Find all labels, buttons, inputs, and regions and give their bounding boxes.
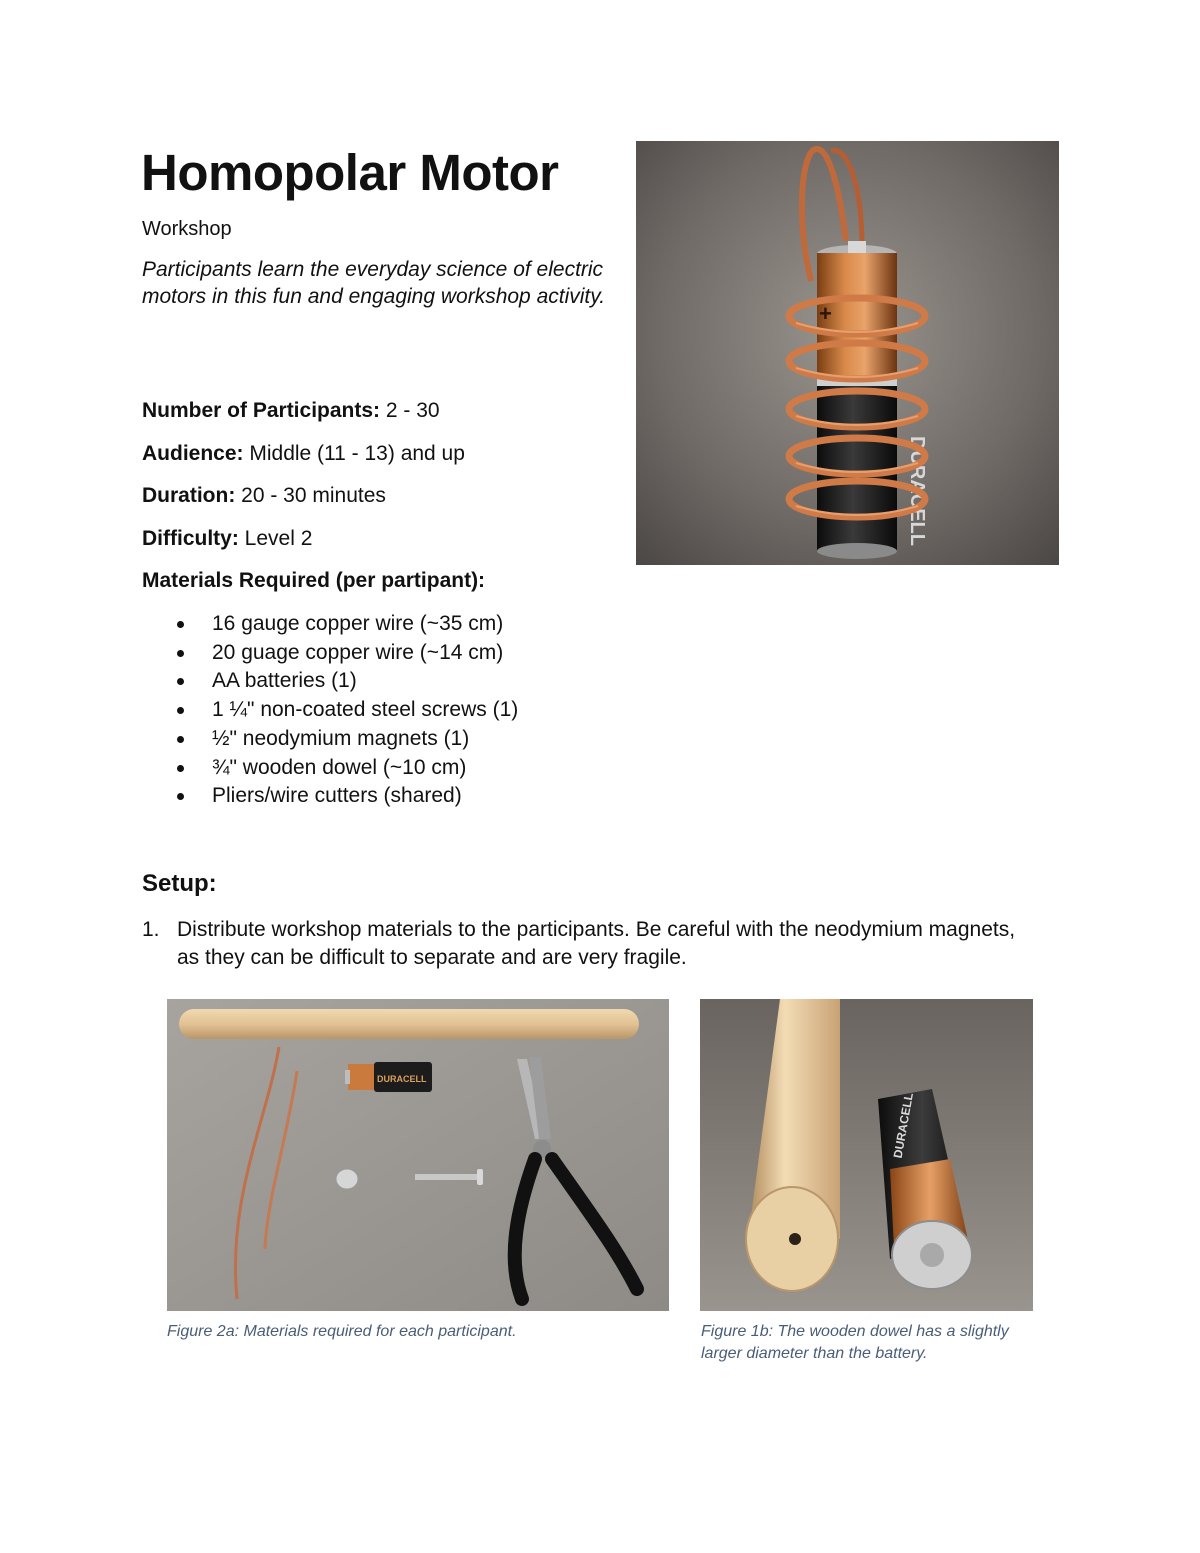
materials-list	[142, 610, 518, 811]
battery-brand-label: DURACELL	[890, 1091, 916, 1160]
detail-label: Materials Required (per partipant):	[142, 569, 486, 592]
detail-label: Difficulty:	[142, 527, 239, 550]
aa-battery	[345, 1062, 432, 1092]
page-title: Homopolar Motor	[141, 144, 559, 201]
list-item: Pliers/wire cutters (shared)	[142, 782, 518, 811]
list-item: ½" neodymium magnets (1)	[142, 725, 518, 754]
list-item: AA batteries (1)	[142, 667, 518, 696]
step-text: Distribute workshop materials to the participants. Be careful with the neodymium magnets, as they can be difficult to separate and are very fragile.	[177, 918, 1016, 969]
detail-label: Duration:	[142, 484, 236, 507]
detail-value: Level 2	[238, 527, 313, 550]
materials-photo	[167, 999, 669, 1311]
step-number: 1.	[142, 918, 160, 941]
battery-plus-label: +	[819, 301, 832, 326]
list-item: 16 gauge copper wire (~35 cm)	[142, 610, 518, 639]
list-item: 1 ¼" non-coated steel screws (1)	[142, 696, 518, 725]
battery-brand-label: DURACELL	[906, 436, 928, 546]
homopolar-motor-photo	[636, 141, 1059, 565]
detail-difficulty	[142, 525, 312, 552]
setup-step	[142, 916, 1042, 972]
list-item: ¾" wooden dowel (~10 cm)	[142, 754, 518, 783]
battery-brand-label: DURACELL	[377, 1074, 427, 1084]
detail-duration	[142, 482, 386, 509]
detail-label: Number of Participants:	[142, 399, 381, 422]
detail-value: 20 - 30 minutes	[235, 484, 386, 507]
list-item: 20 guage copper wire (~14 cm)	[142, 639, 518, 668]
detail-participants	[142, 397, 440, 424]
detail-value: 2 - 30	[380, 399, 440, 422]
detail-materials-heading	[142, 567, 485, 594]
detail-audience	[142, 440, 465, 467]
figure-2a-caption: Figure 2a: Materials required for each participant.	[167, 1323, 517, 1340]
detail-label: Audience:	[142, 442, 244, 465]
detail-value: Middle (11 - 13) and up	[243, 442, 465, 465]
magnet	[336, 1169, 358, 1189]
subtitle: Workshop	[142, 218, 232, 240]
description: Participants learn the everyday science of electric motors in this fun and engaging workshop activity.	[142, 258, 606, 308]
dowel-battery-photo	[700, 999, 1033, 1311]
figure-1b-caption: Figure 1b: The wooden dowel has a slightly larger diameter than the battery.	[701, 1323, 1009, 1362]
setup-heading: Setup:	[142, 870, 217, 897]
